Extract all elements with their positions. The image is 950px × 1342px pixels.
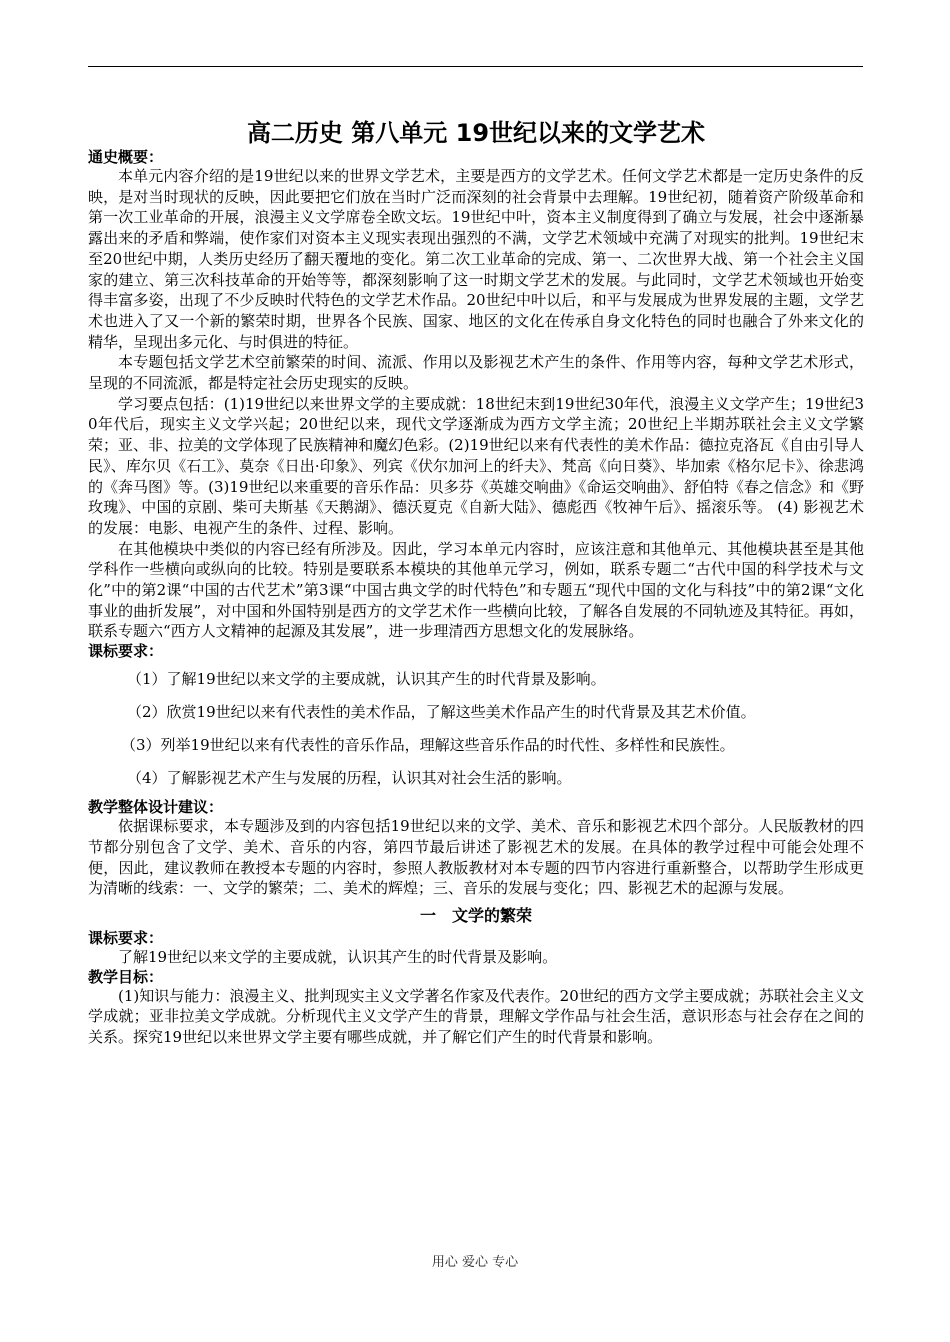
teaching-goals-heading: 教学目标： (88, 967, 164, 986)
page-footer: 用心 爱心 专心 (431, 1255, 519, 1270)
curriculum-item: （4）了解影视艺术产生与发展的历程，认识其对社会生活的影响。 (127, 769, 572, 788)
curriculum-item: （1）了解19世纪以来文学的主要成就，认识其产生的时代背景及影响。 (127, 670, 606, 689)
header-rule (88, 66, 863, 67)
overview-paragraph-4: 在其他模块中类似的内容已经有所涉及。因此，学习本单元内容时，应该注意和其他单元、其他模块甚至是其他学科作一些横向或纵向的比较。特别是要联系本模块的其他单元学习，例如，联系专题二“古代中国的科学技术与文化”中的第2课“中国的古代艺术”第3课“中国古典文学的时代特色”和专题五“现代中国的文化与科技”中的第2课“文化事业的曲折发展”，对中国和外国特别是西方的文学艺术作一些横向比较，了解各自发展的不同轨迹及其特征。再如，联系专题六“西方人文精神的起源及其发展”，进一步理清西方思想文化的发展脉络。 (88, 539, 864, 641)
overview-paragraph-3: 学习要点包括：(1)19世纪以来世界文学的主要成就：18世纪末到19世纪30年代，浪漫主义文学产生；19世纪30年代后，现实主义文学兴起；20世纪以来，现代文学逐渐成为西方文学主流；20世纪上半期苏联社会主义文学繁荣；亚、非、拉美的文学体现了民族精神和魔幻色彩。(2)19世纪以来有代表性的美术作品：德拉克洛瓦《自由引导人民》、库尔贝《石工》、莫奈《日出·印象》、列宾《伏尔加河上的纤夫》、梵高《向日葵》、毕加索《格尔尼卡》、徐悲鸿的《奔马图》等。(3)19世纪以来重要的音乐作品：贝多芬《英雄交响曲》《命运交响曲》、舒伯特《春之信念》和《野玫瑰》、中国的京剧、柴可夫斯基《天鹅湖》、德沃夏克《自新大陆》、德彪西《牧神午后》、摇滚乐等。 (4) 影视艺术的发展：电影、电视产生的条件、过程、影响。 (88, 394, 864, 537)
overview-heading: 通史概要： (88, 148, 164, 166)
document-title: 高二历史 第八单元 19世纪以来的文学艺术 (246, 119, 706, 147)
curriculum-item: （3）列举19世纪以来有代表性的音乐作品，理解这些音乐作品的时代性、多样性和民族性。 (121, 736, 735, 755)
document-body (88, 118, 864, 1048)
curriculum-heading: 课标要求： (88, 642, 164, 661)
section-curriculum-text: 了解19世纪以来文学的主要成就，认识其产生的时代背景及影响。 (118, 947, 558, 966)
section-title: 一 文学的繁荣 (419, 905, 532, 925)
section-curriculum-heading: 课标要求： (88, 928, 164, 947)
overview-paragraph-1: 本单元内容介绍的是19世纪以来的世界文学艺术，主要是西方的文学艺术。任何文学艺术都是一定历史条件的反映，是对当时现状的反映，因此要把它们放在当时广泛而深刻的社会背景中去理解。19世纪初，随着资产阶级革命和第一次工业革命的开展，浪漫主义文学席卷全欧文坛。19世纪中叶，资本主义制度得到了确立与发展，社会中逐渐暴露出来的矛盾和弊端，使作家们对资本主义现实表现出强烈的不满，文学艺术领域中充满了对现实的批判。19世纪末至20世纪中期，人类历史经历了翻天覆地的变化。第二次工业革命的完成、第一、二次世界大战、第一个社会主义国家的建立、第三次科技革命的开始等等，都深刻影响了这一时期文学艺术的发展。与此同时，文学艺术领域也开始变得丰富多姿，出现了不少反映时代特色的文学艺术作品。20世纪中叶以后，和平与发展成为世界发展的主题，文学艺术也进入了又一个新的繁荣时期，世界各个民族、国家、地区的文化在传承自身文化特色的同时也融合了外来文化的精华，呈现出多元化、与时俱进的特征。 (88, 167, 864, 351)
overview-paragraph-2: 本专题包括文学艺术空前繁荣的时间、流派、作用以及影视艺术产生的条件、作用等内容，每种文学艺术形式，呈现的不同流派，都是特定社会历史现实的反映。 (88, 353, 864, 393)
design-heading: 教学整体设计建议： (88, 798, 224, 817)
curriculum-list (88, 666, 864, 792)
design-paragraph: 依据课标要求，本专题涉及到的内容包括19世纪以来的文学、美术、音乐和影视艺术四个部分。人民版教材的四节都分别包含了文学、美术、音乐的内容，第四节最后讲述了影视艺术的发展。在具体的教学过程中可能会处理不便，因此，建议教师在教授本专题的内容时，参照人教版教材对本专题的四节内容进行重新整合，以帮助学生形成更为清晰的线索：一、文学的繁荣；二、美术的辉煌；三、音乐的发展与变化；四、影视艺术的起源与发展。 (88, 817, 864, 898)
curriculum-item: （2）欣赏19世纪以来有代表性的美术作品，了解这些美术作品产生的时代背景及其艺术价值。 (127, 703, 756, 722)
teaching-goals-text: (1)知识与能力：浪漫主义、批判现实主义文学著名作家及代表作。20世纪的西方文学主要成就；苏联社会主义文学成就；亚非拉美文学成就。分析现代主义文学产生的背景，理解文学作品与社会生活，意识形态与社会存在之间的关系。探究19世纪以来世界文学主要有哪些成就，并了解它们产生的时代背景和影响。 (88, 986, 864, 1047)
